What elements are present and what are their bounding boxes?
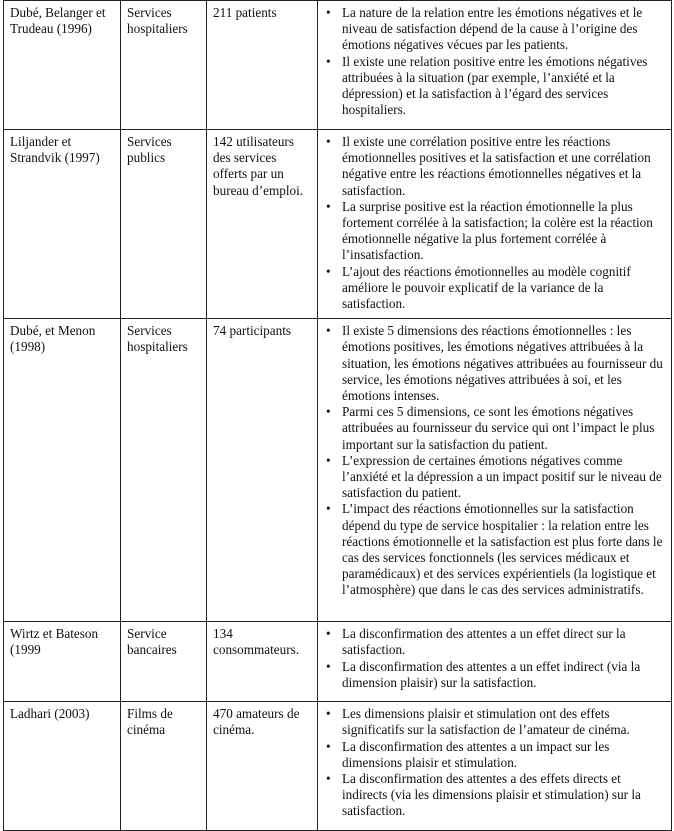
context-cell: Service bancaires: [121, 622, 207, 702]
finding-item: • La disconfirmation des attentes a un effet indirect (via la dimension plaisir) sur la satisfaction.: [340, 659, 665, 691]
finding-item: • Il existe 5 dimensions des réactions émotionnelles : les émotions positives, les émotions négatives attribuées à la situation, les émotions négatives attribuées au fournisseur du service, les émotions négatives attribuées à soi, et les émotions intenses.: [340, 323, 665, 404]
context-cell: Services hospitaliers: [121, 1, 207, 130]
finding-item: • La disconfirmation des attentes a des effets directs et indirects (via les dimensions plaisir et stimulation) sur la satisfaction.: [340, 771, 665, 820]
sample-cell: 74 participants: [207, 319, 318, 622]
table-row: [4, 622, 672, 702]
table-row: [4, 702, 672, 831]
sample-cell: 211 patients: [207, 1, 318, 130]
sample-cell: 470 amateurs de cinéma.: [207, 702, 318, 831]
finding-item: • Parmi ces 5 dimensions, ce sont les émotions négatives attribuées au fournisseur du service qui ont l’impact le plus important sur la satisfaction du patient.: [340, 404, 665, 453]
literature-review-table: [3, 0, 672, 831]
finding-item: • L’expression de certaines émotions négatives comme l’anxiété et la dépression a un impact positif sur le niveau de satisfaction du patient.: [340, 453, 665, 502]
context-cell: Services hospitaliers: [121, 319, 207, 622]
findings-list: [324, 626, 665, 691]
findings-cell: [318, 622, 672, 702]
sample-cell: 134 consommateurs.: [207, 622, 318, 702]
author-cell: Dubé, Belanger et Trudeau (1996): [4, 1, 121, 130]
findings-cell: [318, 130, 672, 319]
finding-item: • Les dimensions plaisir et stimulation ont des effets significatifs sur la satisfaction de l’amateur de cinéma.: [340, 706, 665, 738]
finding-item: • La disconfirmation des attentes a un effet direct sur la satisfaction.: [340, 626, 665, 658]
findings-list: [324, 323, 665, 598]
finding-item: • Il existe une corrélation positive entre les réactions émotionnelles positives et la satisfaction et une corrélation négative entre les réactions émotionnelles négatives et la satisfaction.: [340, 134, 665, 199]
table-row: [4, 1, 672, 130]
finding-item: • L’impact des réactions émotionnelles sur la satisfaction dépend du type de service hospitalier : la relation entre les réactions émotionnelle et la satisfaction est plus forte dans le cas des services fonctionnels (les services médicaux et paramédicaux) et des services expérientiels (la logistique et l’atmosphère) que dans le cas des services administratifs.: [340, 501, 665, 598]
context-cell: Services publics: [121, 130, 207, 319]
author-cell: Dubé, et Menon (1998): [4, 319, 121, 622]
finding-item: • La nature de la relation entre les émotions négatives et le niveau de satisfaction dépend de la cause à l’origine des émotions négatives vécues par les patients.: [340, 5, 665, 54]
author-cell: Ladhari (2003): [4, 702, 121, 831]
author-cell: Liljander et Strandvik (1997): [4, 130, 121, 319]
finding-item: • La disconfirmation des attentes a un impact sur les dimensions plaisir et stimulation.: [340, 739, 665, 771]
finding-item: • L’ajout des réactions émotionnelles au modèle cognitif améliore le pouvoir explicatif de la variance de la satisfaction.: [340, 264, 665, 313]
context-cell: Films de cinéma: [121, 702, 207, 831]
sample-cell: 142 utilisateurs des services offerts par un bureau d’emploi.: [207, 130, 318, 319]
findings-list: [324, 5, 665, 118]
table-row: [4, 319, 672, 622]
table-row: [4, 130, 672, 319]
finding-item: • La surprise positive est la réaction émotionnelle la plus fortement corrélée à la satisfaction; la colère est la réaction émotionnelle négative la plus fortement corrélée à l’insatisfaction.: [340, 199, 665, 264]
findings-list: [324, 706, 665, 819]
findings-cell: [318, 319, 672, 622]
author-cell: Wirtz et Bateson (1999: [4, 622, 121, 702]
findings-cell: [318, 702, 672, 831]
findings-list: [324, 134, 665, 312]
findings-cell: [318, 1, 672, 130]
finding-item: • Il existe une relation positive entre les émotions négatives attribuées à la situation (par exemple, l’anxiété et la dépression) et la satisfaction à l’égard des services hospitaliers.: [340, 54, 665, 119]
